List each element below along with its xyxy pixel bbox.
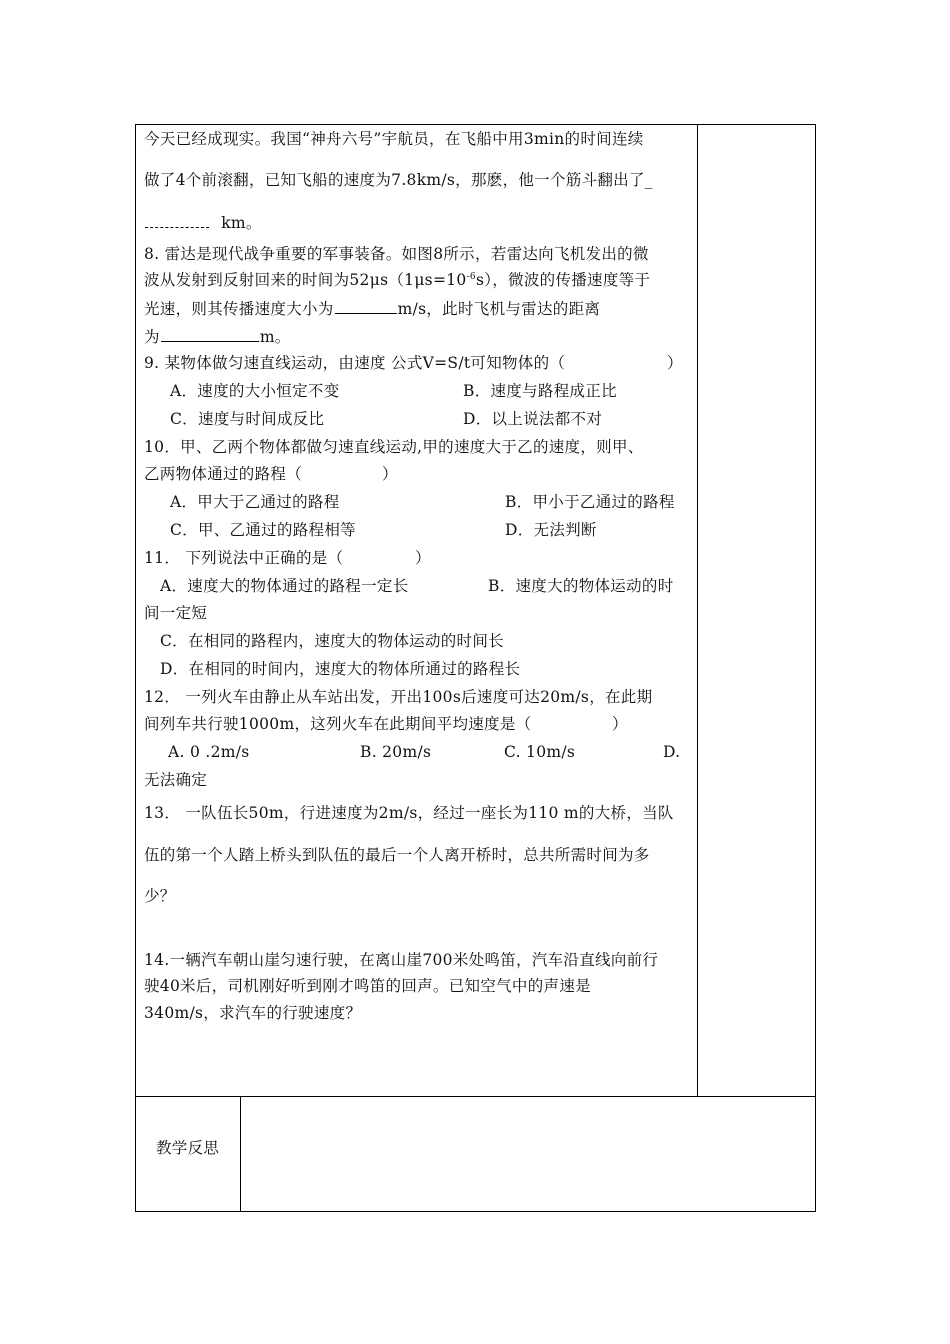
q12-close-paren: ） <box>612 715 628 733</box>
table-right-border <box>815 124 816 1212</box>
q7-answer-blank <box>145 212 209 228</box>
q11-close-paren: ） <box>415 549 431 567</box>
q11-stem: 11． 下列说法中正确的是（ <box>144 549 344 567</box>
q9-option-a: A．速度的大小恒定不变 <box>170 382 340 400</box>
q13-line-2: 伍的第一个人踏上桥头到队伍的最后一个人离开桥时，总共所需时间为多 <box>144 846 650 864</box>
q11-option-b-continued: 间一定短 <box>144 604 208 622</box>
q14-line-1: 14.一辆汽车朝山崖匀速行驶，在离山崖700米处鸣笛，汽车沿直线向前行 <box>144 951 659 969</box>
q10-close-paren: ） <box>382 465 398 483</box>
q8-line-2-a: 波从发射到反射回来的时间为52μs（1μs=10 <box>144 271 467 289</box>
q9-close-paren: ） <box>667 354 683 372</box>
q8-distance-blank <box>161 326 259 342</box>
q10-option-a: A．甲大于乙通过的路程 <box>170 493 340 511</box>
q7-line-2: 做了4个前滚翻，已知飞船的速度为7.8km/s，那麽，他一个筋斗翻出了_ <box>144 171 653 189</box>
q9-stem: 9. 某物体做匀速直线运动，由速度 公式V=S/t可知物体的（ <box>144 354 566 372</box>
table-top-border <box>135 124 816 125</box>
q10-option-b: B．甲小于乙通过的路程 <box>505 493 675 511</box>
q14-line-3: 340m/s，求汽车的行驶速度？ <box>144 1004 362 1022</box>
q12-line-2: 间列车共行驶1000m，这列火车在此期间平均速度是（ <box>144 715 532 733</box>
q7-line-3 <box>144 212 262 233</box>
q10-option-c: C．甲、乙通过的路程相等 <box>170 521 356 539</box>
table-column-divider <box>697 124 698 1096</box>
q10-line-1: 10．甲、乙两个物体都做匀速直线运动,甲的速度大于乙的速度，则甲、 <box>144 438 644 456</box>
reflection-content-cell[interactable] <box>242 1098 814 1210</box>
q8-line-3 <box>144 298 600 319</box>
q13-line-3: 少？ <box>144 887 176 905</box>
table-bottom-border <box>135 1211 816 1212</box>
q11-option-d: D．在相同的时间内，速度大的物体所通过的路程长 <box>160 660 521 678</box>
q12-option-d: D. <box>663 743 681 761</box>
q12-option-b: B. 20m/s <box>360 743 432 761</box>
q11-option-c: C．在相同的路程内，速度大的物体运动的时间长 <box>160 632 504 650</box>
q11-option-b: B．速度大的物体运动的时 <box>488 577 674 595</box>
table-left-border <box>135 124 136 1212</box>
reflection-label: 教学反思 <box>156 1139 220 1157</box>
q8-speed-blank <box>335 298 397 314</box>
table-row-divider <box>135 1096 816 1097</box>
q9-option-d: D．以上说法都不对 <box>463 410 603 428</box>
q8-line-2-b: s），微波的传播速度等于 <box>475 271 651 289</box>
q8-line-4-a: 为 <box>144 328 160 346</box>
reflection-cell-divider <box>240 1096 241 1212</box>
q10-line-2: 乙两物体通过的路程（ <box>144 465 303 483</box>
q8-line-1: 8. 雷达是现代战争重要的军事装备。如图8所示，若雷达向飞机发出的微 <box>144 245 649 263</box>
q12-option-d-continued: 无法确定 <box>144 771 208 789</box>
q13-line-1: 13． 一队伍长50m，行进速度为2m/s，经过一座长为110 m的大桥，当队 <box>144 804 674 822</box>
q12-option-a: A. 0 .2m/s <box>168 743 250 761</box>
q8-line-4-b: m。 <box>259 328 291 346</box>
q9-option-c: C．速度与时间成反比 <box>170 410 325 428</box>
q10-option-d: D．无法判断 <box>505 521 597 539</box>
q9-option-b: B．速度与路程成正比 <box>463 382 617 400</box>
q14-line-2: 驶40米后，司机刚好听到刚才鸣笛的回声。已知空气中的声速是 <box>144 977 591 995</box>
q11-option-a: A．速度大的物体通过的路程一定长 <box>160 577 409 595</box>
q7-unit: km。 <box>221 214 262 232</box>
q8-line-2 <box>144 270 650 290</box>
q8-line-3-a: 光速，则其传播速度大小为 <box>144 300 334 318</box>
q8-exponent: -6 <box>466 272 476 282</box>
q8-line-4 <box>144 326 291 347</box>
q8-line-3-b: m/s，此时飞机与雷达的距离 <box>397 300 601 318</box>
q7-line-1: 今天已经成现实。我国“神舟六号”宇航员，在飞船中用3min的时间连续 <box>144 130 644 148</box>
q12-line-1: 12． 一列火车由静止从车站出发，开出100s后速度可达20m/s，在此期 <box>144 688 653 706</box>
q12-option-c: C. 10m/s <box>504 743 576 761</box>
